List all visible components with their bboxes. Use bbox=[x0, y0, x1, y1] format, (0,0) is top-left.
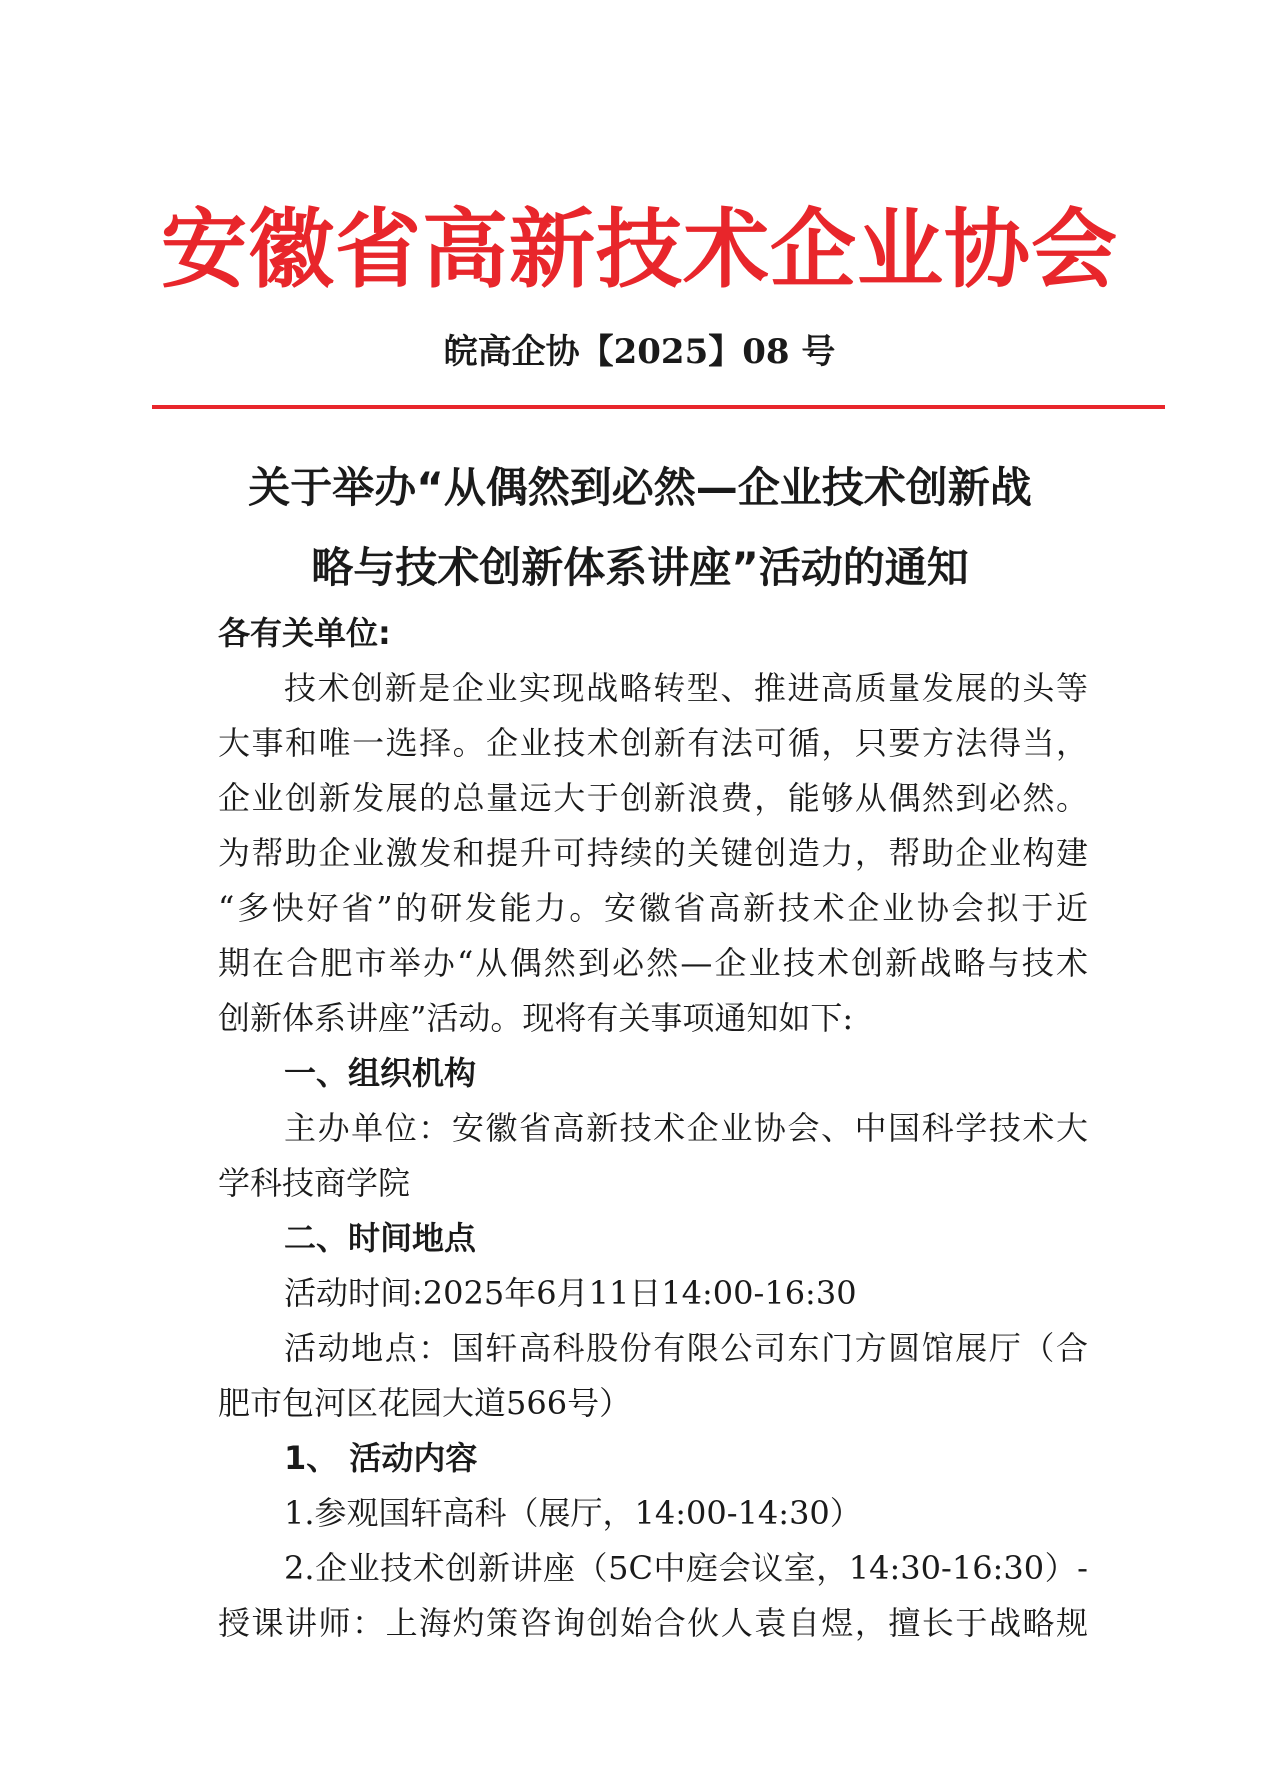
body-paragraph-line: 大事和唯一选择。企业技术创新有法可循，只要方法得当， bbox=[218, 724, 1088, 762]
activity-location-line: 肥市包河区花园大道566号） bbox=[218, 1384, 632, 1422]
section-heading: 1、 活动内容 bbox=[284, 1439, 478, 1477]
activity-time: 活动时间:2025年6月11日14:00-16:30 bbox=[284, 1274, 857, 1312]
title-line: 略与技术创新体系讲座”活动的通知 bbox=[311, 543, 969, 592]
body-paragraph-line: 为帮助企业激发和提升可持续的关键创造力，帮助企业构建 bbox=[218, 834, 1088, 872]
salutation: 各有关单位: bbox=[218, 614, 391, 652]
notice-title bbox=[200, 448, 1080, 608]
body-paragraph-line: 期在合肥市举办“从偶然到必然—企业技术创新战略与技术 bbox=[218, 944, 1088, 982]
organizer-line: 学科技商学院 bbox=[218, 1164, 411, 1202]
activity-item: 2.企业技术创新讲座（5C中庭会议室，14:30-16:30）- bbox=[284, 1549, 1088, 1587]
title-line: 关于举办“从偶然到必然—企业技术创新战 bbox=[248, 463, 1032, 512]
organizer-line: 主办单位：安徽省高新技术企业协会、中国科学技术大 bbox=[284, 1109, 1088, 1147]
body-paragraph-line: “多快好省”的研发能力。安徽省高新技术企业协会拟于近 bbox=[218, 889, 1088, 927]
section-heading: 一、组织机构 bbox=[284, 1054, 477, 1092]
red-divider-line bbox=[152, 405, 1165, 409]
activity-item: 1.参观国轩高科（展厅，14:00-14:30） bbox=[284, 1494, 862, 1532]
body-paragraph-line: 创新体系讲座”活动。现将有关事项通知如下: bbox=[218, 999, 854, 1037]
notice-body bbox=[218, 606, 1088, 1651]
organization-header: 安徽省高新技术企业协会 bbox=[161, 200, 1118, 300]
body-paragraph-line: 技术创新是企业实现战略转型、推进高质量发展的头等 bbox=[284, 669, 1088, 707]
activity-item: 授课讲师：上海灼策咨询创始合伙人袁自煜，擅长于战略规 bbox=[218, 1604, 1088, 1642]
section-heading: 二、时间地点 bbox=[284, 1219, 477, 1257]
document-number: 皖高企协【2025】08 号 bbox=[443, 332, 836, 372]
body-paragraph-line: 企业创新发展的总量远大于创新浪费，能够从偶然到必然。 bbox=[218, 779, 1088, 817]
activity-location-line: 活动地点：国轩高科股份有限公司东门方圆馆展厅（合 bbox=[284, 1329, 1088, 1367]
